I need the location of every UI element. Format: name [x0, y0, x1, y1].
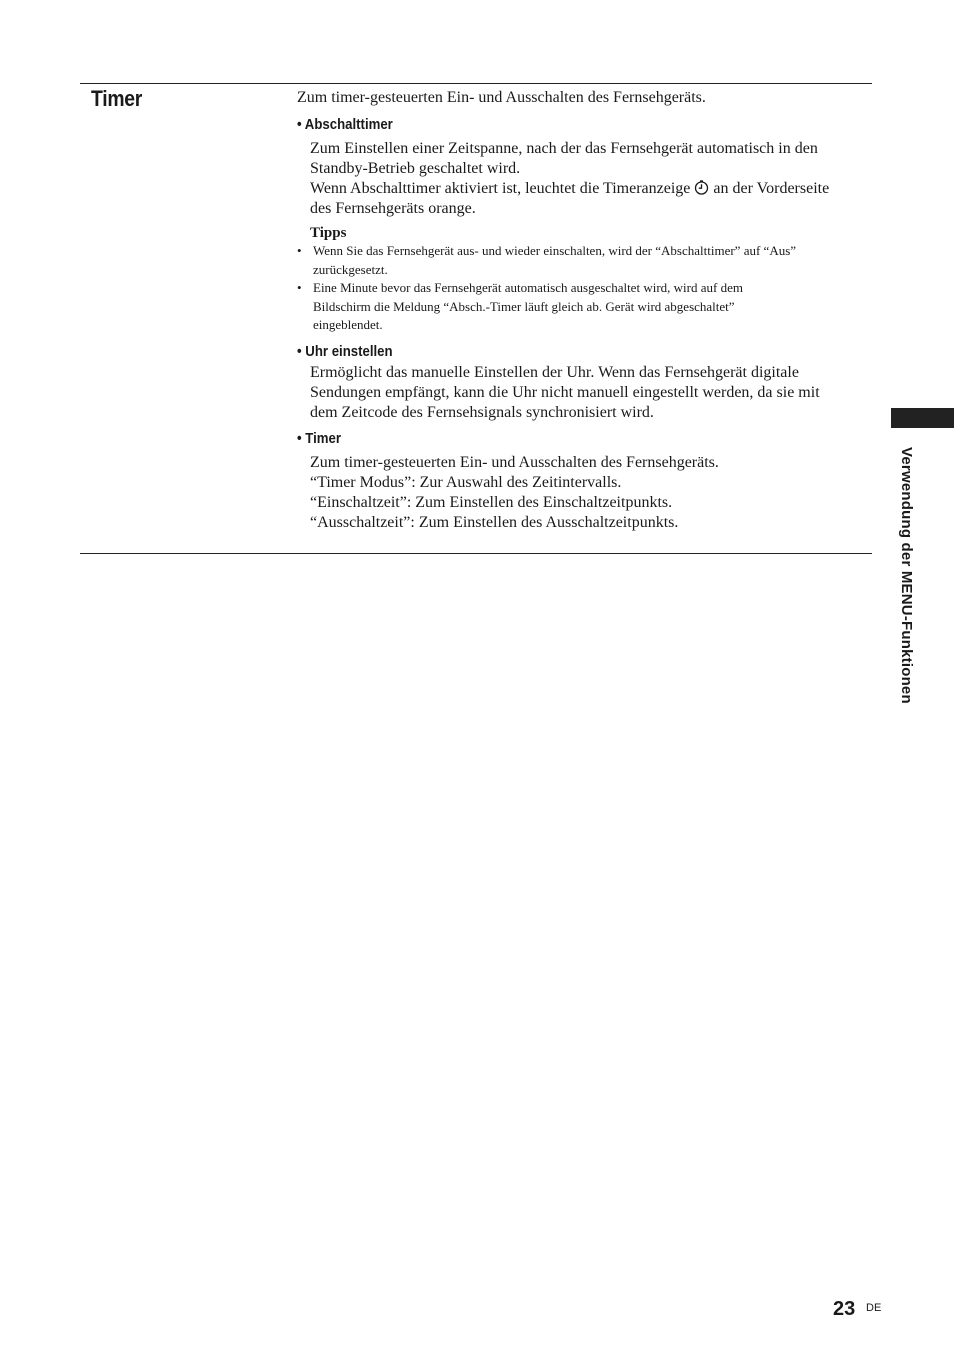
item-timer — [297, 429, 872, 533]
item-heading: • Abschalttimer — [297, 116, 393, 133]
body-line: Ermöglicht das manuelle Einstellen der Uhr. Wenn das Fernsehgerät digitale — [310, 363, 799, 381]
section-title: Timer — [91, 86, 143, 111]
top-rule — [80, 83, 872, 84]
body-text: Wenn Abschalttimer aktiviert ist, leuchtet die Timeranzeige — [310, 180, 691, 197]
tip-item — [297, 242, 872, 279]
section-intro: Zum timer-gesteuerten Ein- und Ausschalten des Fernsehgeräts. — [297, 89, 706, 106]
page-number: 23 — [833, 1298, 856, 1320]
body-line — [310, 179, 872, 199]
section-content — [297, 88, 872, 533]
item-uhr-einstellen — [297, 342, 872, 423]
tip-bullet: • — [297, 243, 302, 258]
tip-item — [297, 279, 872, 335]
body-line: des Fernsehgeräts orange. — [310, 200, 476, 217]
tip-bullet: • — [297, 280, 302, 295]
tip-line: Bildschirm die Meldung “Absch.-Timer läuft gleich ab. Gerät wird abgeschaltet” — [313, 298, 735, 314]
tips-block — [297, 224, 872, 335]
tip-line: Wenn Sie das Fernsehgerät aus- und wieder einschalten, wird der “Abschalttimer” auf “Aus” — [313, 243, 797, 258]
body-line: Standby-Betrieb geschaltet wird. — [310, 160, 521, 177]
tips-heading: Tipps — [310, 225, 347, 241]
tips-list — [297, 242, 872, 335]
bottom-rule — [80, 553, 872, 554]
timer-clock-icon — [694, 180, 709, 195]
item-body — [310, 453, 872, 533]
tip-line: eingeblendet. — [313, 317, 383, 332]
body-text: an der Vorderseite — [713, 180, 830, 197]
body-line: “Timer Modus”: Zur Auswahl des Zeitintervalls. — [310, 473, 622, 491]
page-language: DE — [866, 1302, 882, 1314]
body-line: “Einschaltzeit”: Zum Einstellen des Einschaltzeitpunkts. — [310, 493, 673, 511]
body-line: “Ausschaltzeit”: Zum Einstellen des Ausschaltzeitpunkts. — [310, 513, 679, 531]
item-body — [310, 139, 872, 219]
tip-line: Eine Minute bevor das Fernsehgerät automatisch ausgeschaltet wird, wird auf dem — [313, 280, 743, 295]
item-heading: • Timer — [297, 429, 341, 447]
body-line: dem Zeitcode des Fernsehsignals synchronisiert wird. — [310, 403, 654, 421]
tip-line: zurückgesetzt. — [313, 261, 388, 277]
body-line: Zum Einstellen einer Zeitspanne, nach der das Fernsehgerät automatisch in den — [310, 140, 818, 157]
item-heading: • Uhr einstellen — [297, 342, 393, 360]
item-body — [310, 363, 872, 423]
chapter-tab-marker — [891, 408, 954, 428]
body-line: Zum timer-gesteuerten Ein- und Ausschalten des Fernsehgeräts. — [310, 453, 719, 471]
body-line: Sendungen empfängt, kann die Uhr nicht manuell eingestellt werden, da sie mit — [310, 383, 820, 401]
chapter-side-label: Verwendung der MENU-Funktionen — [898, 447, 915, 704]
item-abschalttimer — [297, 115, 872, 219]
